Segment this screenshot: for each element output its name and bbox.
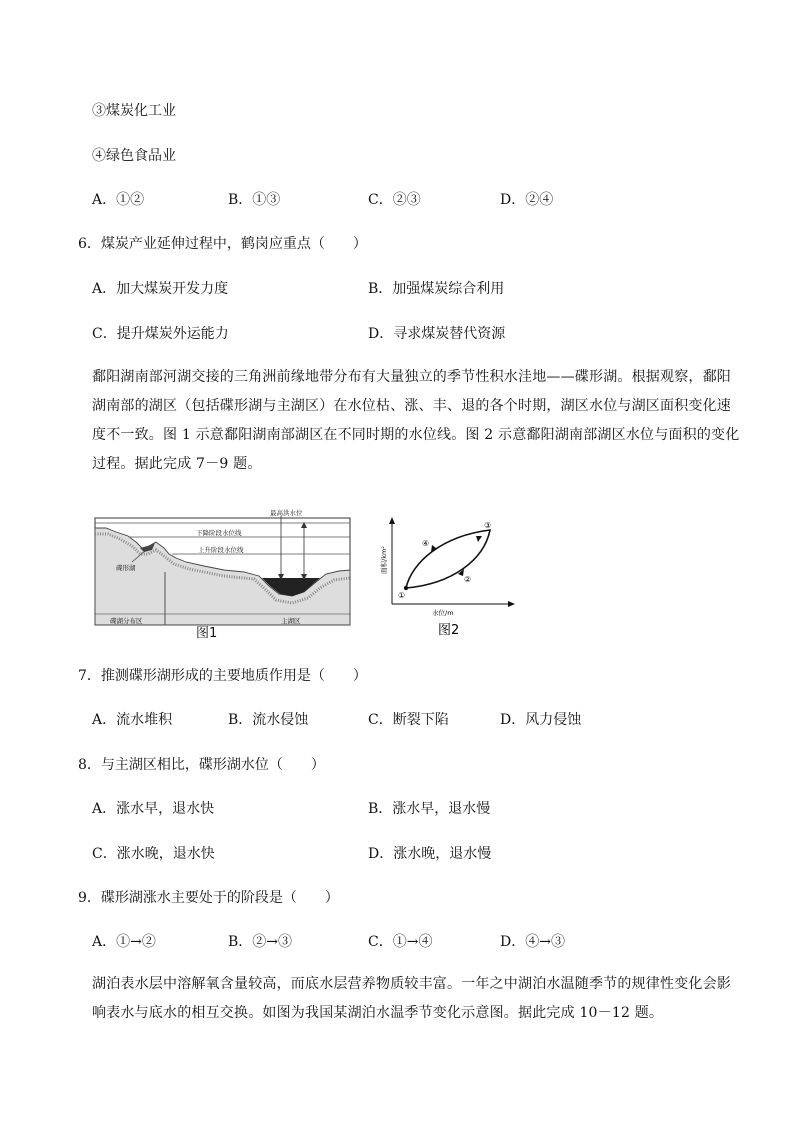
fig1-caption: 图1 [196, 626, 218, 640]
q7-option-b: B．流水侵蚀 [228, 712, 309, 728]
q5-option-a: A．①② [92, 192, 145, 208]
figure-1-cross-section [94, 506, 352, 640]
q6-stem: 6．煤炭产业延伸过程中，鹤岗应重点（ ） [78, 236, 367, 252]
q7-option-d: D．风力侵蚀 [500, 712, 582, 728]
fig2-caption: 图2 [438, 623, 460, 638]
q9-stem: 9．碟形湖涨水主要处于的阶段是（ ） [78, 890, 339, 906]
passage-line: 响表水与底水的相互交换。如图为我国某湖泊水温季节变化示意图。据此完成 10－12 题。 [92, 1005, 664, 1021]
fig1-top-label: 最高洪水位 [270, 509, 303, 517]
passage-line: 度不一致。图 1 示意鄱阳湖南部湖区在不同时期的水位线。图 2 示意鄱阳湖南部湖区水位与面积的变化 [92, 427, 740, 443]
fig1-dish-zone: 碟湖分布区 [110, 617, 143, 625]
q8-option-a: A．涨水早，退水快 [92, 801, 215, 817]
passage-line: 湖南部的湖区（包括碟形湖与主湖区）在水位枯、涨、丰、退的各个时期，湖区水位与湖区面积变化速 [92, 398, 731, 414]
passage-lake-temperature [92, 970, 731, 1028]
q8-option-d: D．涨水晚，退水慢 [368, 846, 492, 862]
passage-line: 过程。据此完成 7－9 题。 [92, 456, 262, 472]
q7-option-c: C．断裂下陷 [368, 712, 449, 728]
q6-option-d: D．寻求煤炭替代资源 [368, 326, 506, 342]
fig2-ylabel: 面积/km² [380, 546, 388, 574]
passage-poyang [92, 363, 740, 479]
q7-stem: 7．推测碟形湖形成的主要地质作用是（ ） [78, 668, 367, 684]
passage-line: 湖泊表水层中溶解氧含量较高，而底水层营养物质较丰富。一年之中湖泊水温随季节的规律性变化会影 [92, 976, 731, 992]
fig1-dish-label: 碟形湖 [116, 564, 136, 572]
q8-option-b: B．涨水早，退水慢 [368, 801, 491, 817]
option-item-3: ③煤炭化工业 [92, 103, 176, 119]
passage-line: 鄱阳湖南部河湖交接的三角洲前缘地带分布有大量独立的季节性积水洼地——碟形湖。根据观察，鄱阳 [92, 369, 731, 385]
fig2-point-4: ④ [422, 539, 430, 548]
fig1-falling-label: 下降阶段水位线 [196, 529, 242, 537]
option-item-4: ④绿色食品业 [92, 148, 176, 164]
fig2-point-1: ① [398, 591, 406, 600]
figure-2-stage-area [372, 514, 520, 640]
q6-option-c: C．提升煤炭外运能力 [92, 326, 229, 342]
q8-option-c: C．涨水晚，退水快 [92, 846, 215, 862]
q9-option-b: B．②→③ [228, 934, 293, 950]
q7-option-a: A．流水堆积 [92, 712, 173, 728]
q5-option-b: B．①③ [228, 192, 281, 208]
q5-option-c: C．②③ [368, 192, 421, 208]
q6-option-b: B．加强煤炭综合利用 [368, 281, 505, 297]
q9-option-d: D．④→③ [500, 934, 565, 950]
fig2-point-3: ③ [484, 521, 492, 530]
q8-stem: 8．与主湖区相比，碟形湖水位（ ） [78, 757, 325, 773]
q5-option-d: D．②④ [500, 192, 554, 208]
fig1-rising-label: 上升阶段水位线 [198, 546, 244, 554]
fig2-point-2: ② [464, 575, 472, 584]
q9-option-c: C．①→④ [368, 934, 433, 950]
q9-option-a: A．①→② [92, 934, 156, 950]
q6-option-a: A．加大煤炭开发力度 [92, 281, 229, 297]
fig1-main-zone: 主湖区 [281, 617, 301, 625]
fig2-xlabel: 水位/m [432, 609, 454, 617]
